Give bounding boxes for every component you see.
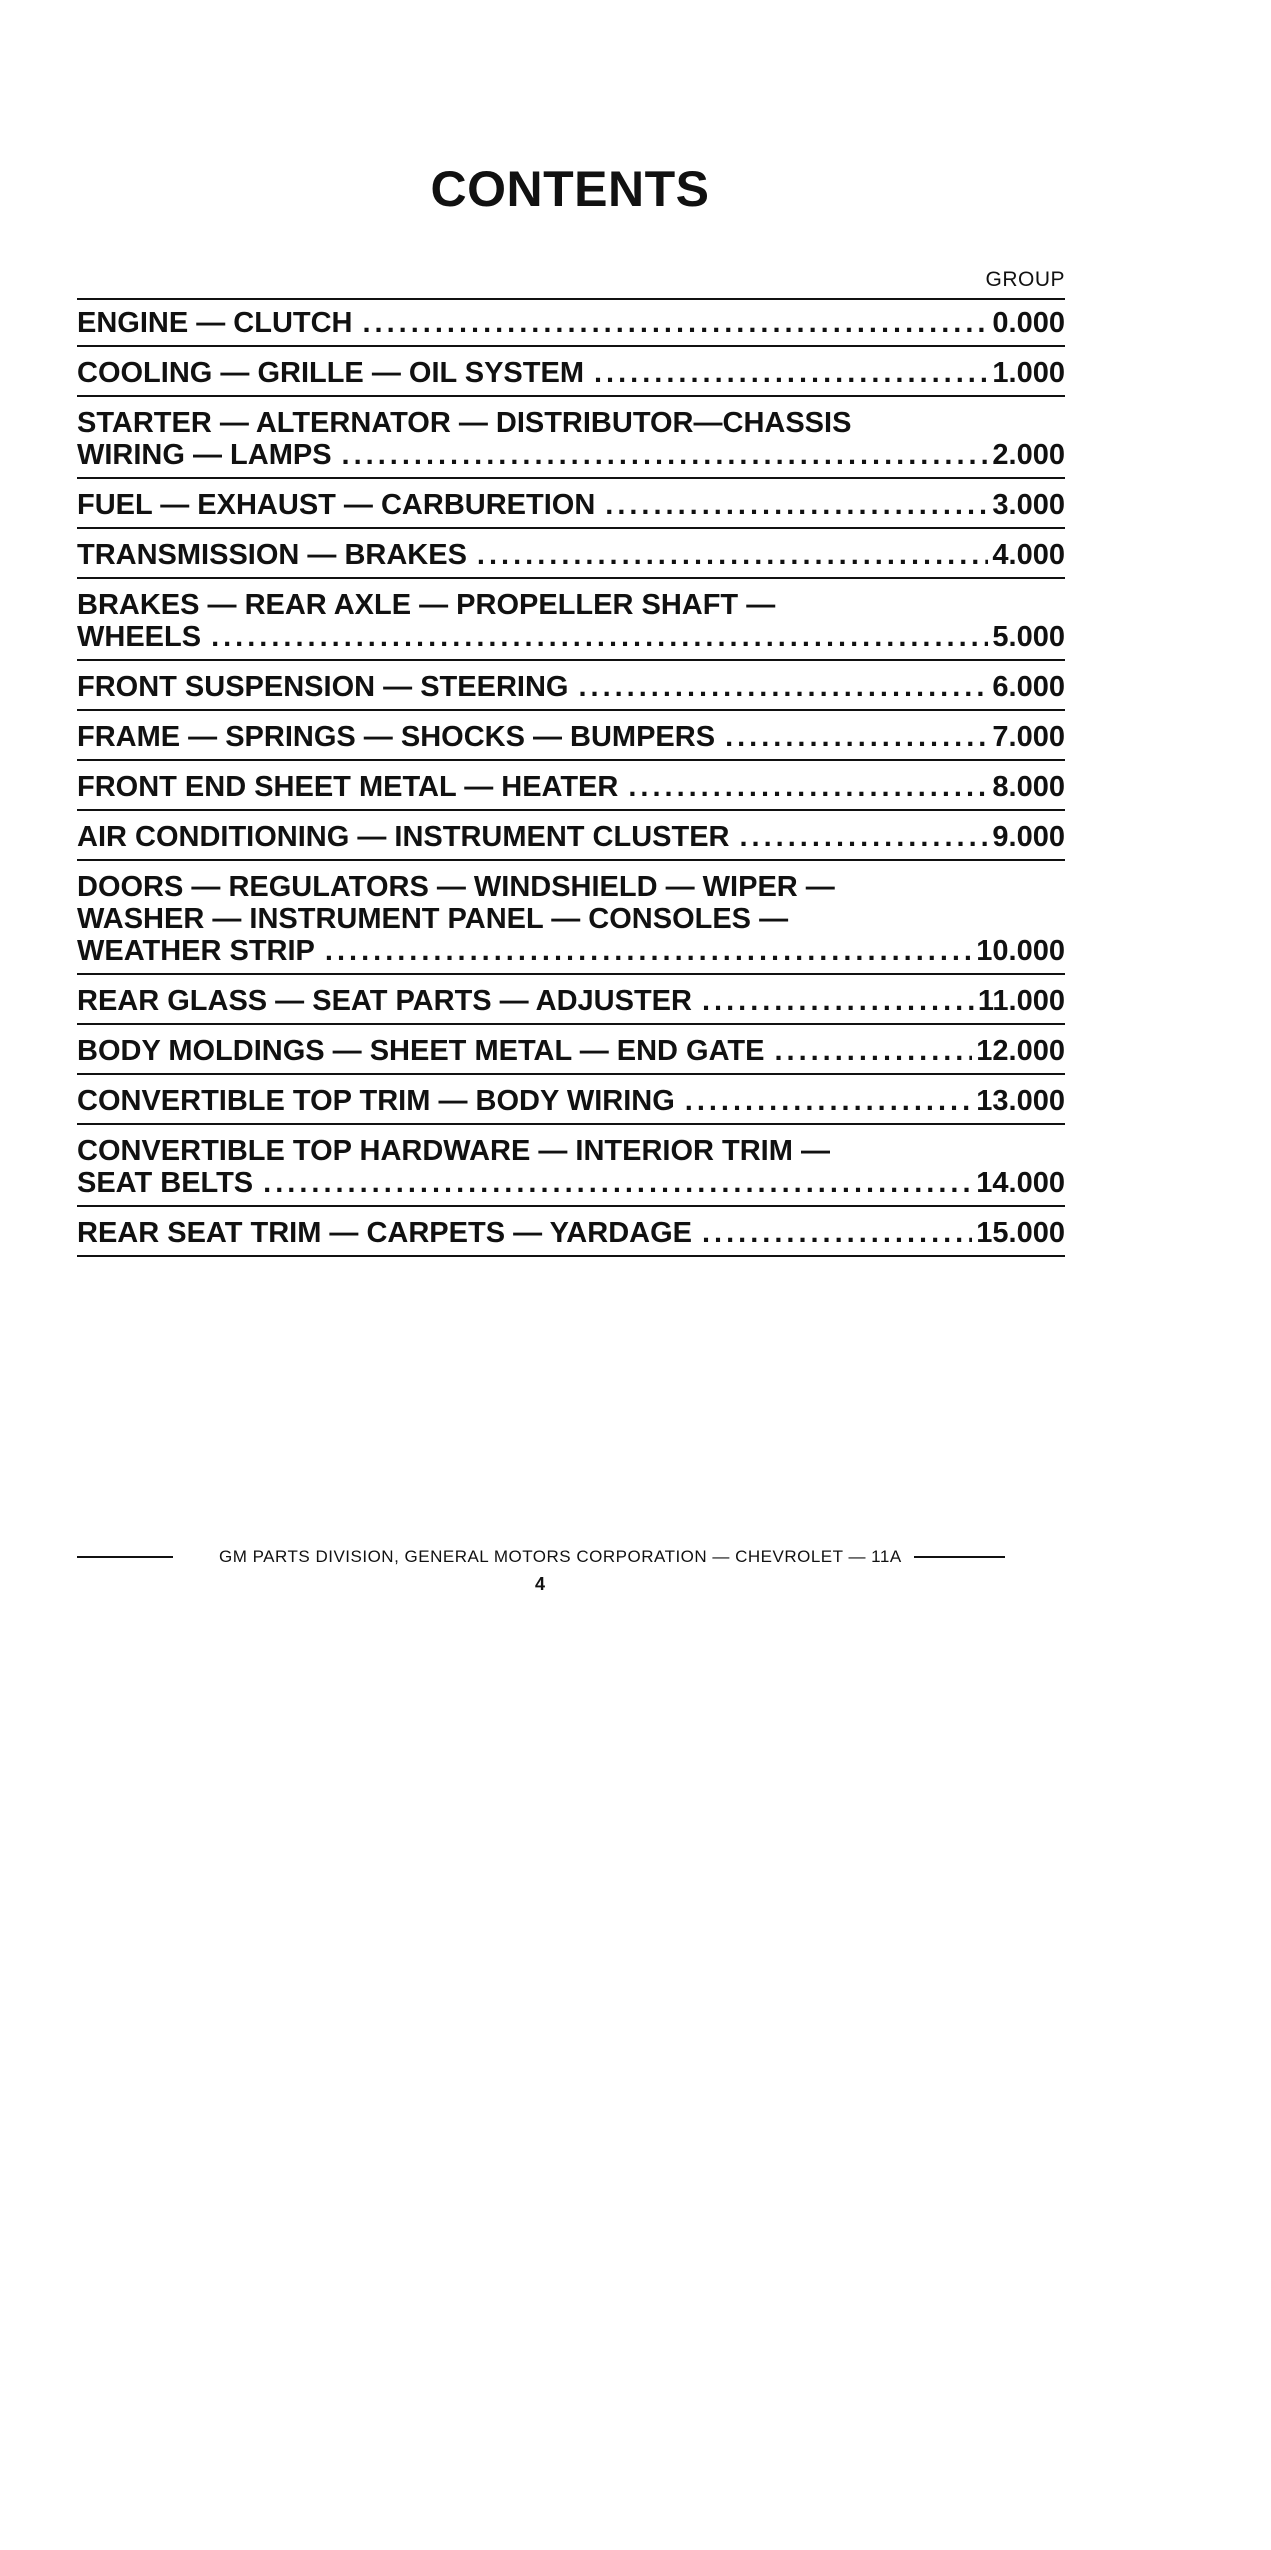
group-number: 4.000: [992, 539, 1065, 571]
contents-entry[interactable]: [77, 764, 1065, 811]
group-number: 2.000: [992, 439, 1065, 471]
entry-title-row: [77, 721, 1065, 753]
entry-title-row: [77, 439, 1065, 471]
entry-title-row: [77, 1085, 1065, 1117]
dot-leader: [702, 1217, 972, 1249]
dot-leader: [363, 307, 989, 339]
entry-title-line: CONVERTIBLE TOP HARDWARE — INTERIOR TRIM —: [77, 1135, 830, 1167]
entry-title-line: FRONT SUSPENSION — STEERING: [77, 671, 569, 703]
dot-leader: [342, 439, 989, 471]
contents-entry[interactable]: [77, 582, 1065, 661]
contents-entry[interactable]: [77, 1210, 1065, 1257]
entry-title-line: WEATHER STRIP: [77, 935, 315, 967]
dot-leader: [325, 935, 972, 967]
group-number: 7.000: [992, 721, 1065, 753]
entry-title-row: [77, 1167, 1065, 1199]
page-number: 4: [534, 1574, 545, 1594]
footer: [77, 1547, 1005, 1567]
entry-title-line: SEAT BELTS: [77, 1167, 254, 1199]
contents-entry[interactable]: [77, 814, 1065, 861]
dot-leader: [263, 1167, 972, 1199]
dot-leader: [628, 771, 988, 803]
contents-entry[interactable]: [77, 400, 1065, 479]
dot-leader: [740, 821, 989, 853]
dot-leader: [725, 721, 988, 753]
entry-title-row: [77, 985, 1065, 1017]
group-number: 0.000: [992, 307, 1065, 339]
group-number: 13.000: [976, 1085, 1065, 1117]
dot-leader: [702, 985, 974, 1017]
contents-entry[interactable]: [77, 664, 1065, 711]
group-number: 12.000: [976, 1035, 1065, 1067]
footer-rule-right: [914, 1556, 1005, 1558]
entry-title-line: FUEL — EXHAUST — CARBURETION: [77, 489, 596, 521]
dot-leader: [594, 357, 988, 389]
entry-title-row: [77, 1035, 1065, 1067]
entry-title-line: CONVERTIBLE TOP TRIM — BODY WIRING: [77, 1085, 675, 1117]
dot-leader: [605, 489, 988, 521]
contents-entry[interactable]: [77, 714, 1065, 761]
contents-entry[interactable]: [77, 978, 1065, 1025]
entry-title-row: [77, 621, 1065, 653]
entry-title-line: DOORS — REGULATORS — WINDSHIELD — WIPER —: [77, 871, 835, 903]
entry-title-line: FRAME — SPRINGS — SHOCKS — BUMPERS: [77, 721, 716, 753]
group-number: 1.000: [992, 357, 1065, 389]
entry-title-line: TRANSMISSION — BRAKES: [77, 539, 467, 571]
group-number: 14.000: [976, 1167, 1065, 1199]
contents-entry[interactable]: [77, 482, 1065, 529]
contents-entry[interactable]: [77, 864, 1065, 975]
entry-title-row: [77, 935, 1065, 967]
entry-title-row: [77, 357, 1065, 389]
dot-leader: [211, 621, 988, 653]
contents-list: [77, 298, 1065, 1257]
dot-leader: [774, 1035, 972, 1067]
entry-title-row: [77, 539, 1065, 571]
group-number: 8.000: [992, 771, 1065, 803]
entry-title-row: [77, 1217, 1065, 1249]
group-number: 6.000: [992, 671, 1065, 703]
group-column-header: GROUP: [985, 268, 1065, 291]
entry-title-line: AIR CONDITIONING — INSTRUMENT CLUSTER: [77, 821, 730, 853]
dot-leader: [685, 1085, 973, 1117]
entry-title-row: [77, 821, 1065, 853]
page-title: CONTENTS: [430, 161, 710, 217]
footer-text: GM PARTS DIVISION, GENERAL MOTORS CORPORATION — CHEVROLET — 11A: [219, 1547, 902, 1566]
group-number: 9.000: [992, 821, 1065, 853]
entry-title-line: WHEELS: [77, 621, 202, 653]
entry-title-line: COOLING — GRILLE — OIL SYSTEM: [77, 357, 584, 389]
group-number: 5.000: [992, 621, 1065, 653]
group-number: 11.000: [977, 985, 1065, 1017]
contents-entry[interactable]: [77, 1128, 1065, 1207]
entry-title-line: ENGINE — CLUTCH: [77, 307, 353, 339]
contents-entry[interactable]: [77, 350, 1065, 397]
entry-title-line: REAR GLASS — SEAT PARTS — ADJUSTER: [77, 985, 692, 1017]
group-number: 10.000: [976, 935, 1065, 967]
entry-title-line: WASHER — INSTRUMENT PANEL — CONSOLES —: [77, 903, 789, 935]
entry-title-line: BODY MOLDINGS — SHEET METAL — END GATE: [77, 1035, 765, 1067]
entry-title-line: STARTER — ALTERNATOR — DISTRIBUTOR—CHASSIS: [77, 407, 852, 439]
entry-title-row: [77, 771, 1065, 803]
contents-entry[interactable]: [77, 1078, 1065, 1125]
entry-title-row: [77, 489, 1065, 521]
entry-title-line: BRAKES — REAR AXLE — PROPELLER SHAFT —: [77, 589, 776, 621]
entry-title-row: [77, 671, 1065, 703]
group-number: 3.000: [992, 489, 1065, 521]
entry-title-row: [77, 307, 1065, 339]
footer-rule-left: [77, 1556, 173, 1558]
contents-entry[interactable]: [77, 300, 1065, 347]
entry-title-line: REAR SEAT TRIM — CARPETS — YARDAGE: [77, 1217, 692, 1249]
entry-title-line: FRONT END SHEET METAL — HEATER: [77, 771, 619, 803]
dot-leader: [578, 671, 988, 703]
dot-leader: [477, 539, 989, 571]
contents-entry[interactable]: [77, 532, 1065, 579]
entry-title-line: WIRING — LAMPS: [77, 439, 332, 471]
contents-entry[interactable]: [77, 1028, 1065, 1075]
group-number: 15.000: [976, 1217, 1065, 1249]
